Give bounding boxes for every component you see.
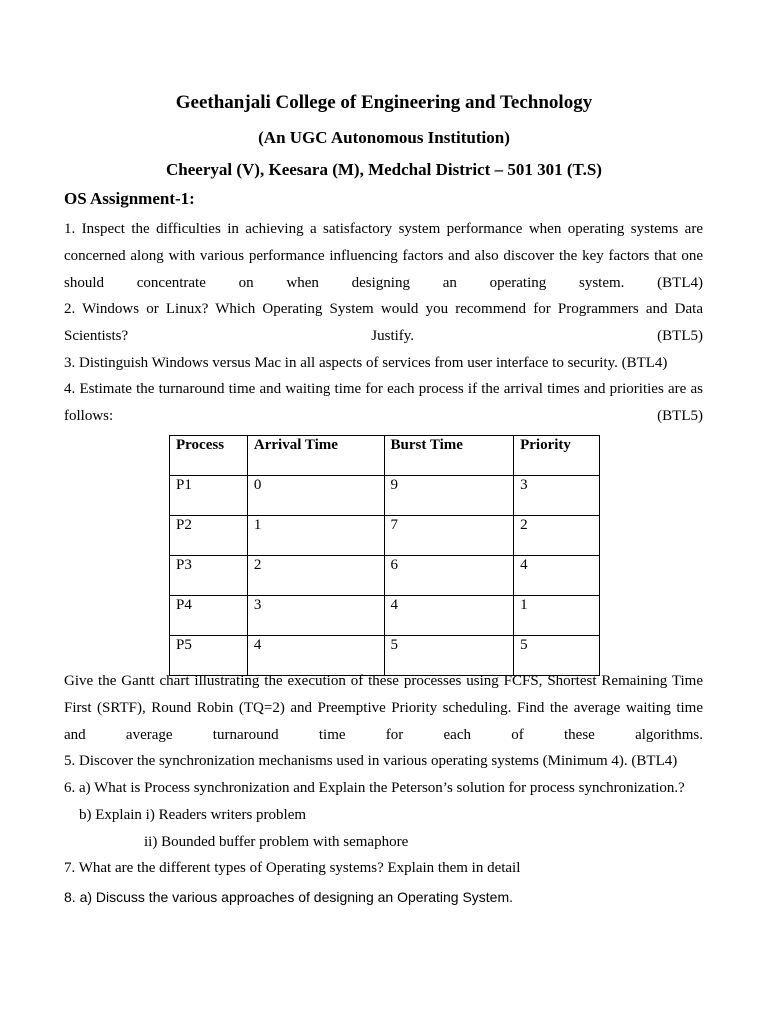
assignment-title: OS Assignment-1: [64, 189, 195, 208]
cell-priority: 4 [514, 556, 600, 596]
question-1: 1. Inspect the difficulties in achieving a satisfactory system performance when operating systems are concerned along with various performance influencing factors and also discover the key factors that one should concentrate on when designing an operating system. (BTL4) [64, 221, 703, 291]
header-burst-time: Burst Time [384, 436, 514, 476]
cell-process: P2 [170, 516, 248, 556]
cell-process: P5 [170, 636, 248, 676]
process-table [169, 435, 600, 676]
cell-process: P1 [170, 476, 248, 516]
header-priority: Priority [514, 436, 600, 476]
cell-arrival: 0 [247, 476, 384, 516]
table-row [170, 596, 600, 636]
header-arrival-time: Arrival Time [247, 436, 384, 476]
question-6a: 6. a) What is Process synchronization and Explain the Peterson’s solution for process synchronization.? [64, 780, 685, 796]
question-3: 3. Distinguish Windows versus Mac in all aspects of services from user interface to security. (BTL4) [64, 355, 668, 371]
question-4-followup: Give the Gantt chart illustrating the execution of these processes using FCFS, Shortest Remaining Time First (SRTF), Round Robin (TQ=2) and Preemptive Priority scheduling. Find the average waiting time and average turnaround time for each of these algorithms. [64, 673, 703, 743]
college-name: Geethanjali College of Engineering and Technology [175, 92, 593, 113]
cell-priority: 1 [514, 596, 600, 636]
cell-burst: 4 [384, 596, 514, 636]
cell-process: P4 [170, 596, 248, 636]
question-4: 4. Estimate the turnaround time and waiting time for each process if the arrival times and priorities are as follows: (BTL5) [64, 381, 703, 424]
question-6b-ii: ii) Bounded buffer problem with semaphore [144, 834, 409, 850]
cell-burst: 9 [384, 476, 514, 516]
cell-burst: 6 [384, 556, 514, 596]
cell-priority: 5 [514, 636, 600, 676]
cell-arrival: 3 [247, 596, 384, 636]
header-process: Process [170, 436, 248, 476]
cell-arrival: 1 [247, 516, 384, 556]
cell-burst: 5 [384, 636, 514, 676]
table-header-row [170, 436, 600, 476]
cell-arrival: 2 [247, 556, 384, 596]
table-row [170, 476, 600, 516]
cell-arrival: 4 [247, 636, 384, 676]
cell-priority: 3 [514, 476, 600, 516]
question-8: 8. a) Discuss the various approaches of designing an Operating System. [64, 889, 514, 905]
college-address: Cheeryal (V), Keesara (M), Medchal District – 501 301 (T.S) [166, 160, 602, 179]
cell-process: P3 [170, 556, 248, 596]
table-row [170, 516, 600, 556]
cell-priority: 2 [514, 516, 600, 556]
question-5: 5. Discover the synchronization mechanisms used in various operating systems (Minimum 4). (BTL4) [64, 753, 678, 769]
question-6b: b) Explain i) Readers writers problem [79, 807, 307, 823]
cell-burst: 7 [384, 516, 514, 556]
question-2: 2. Windows or Linux? Which Operating System would you recommend for Programmers and Data Scientists? Justify. (BTL5) [64, 301, 703, 344]
question-7: 7. What are the different types of Operating systems? Explain them in detail [64, 860, 521, 876]
institution-type: (An UGC Autonomous Institution) [258, 128, 510, 147]
table-row [170, 556, 600, 596]
